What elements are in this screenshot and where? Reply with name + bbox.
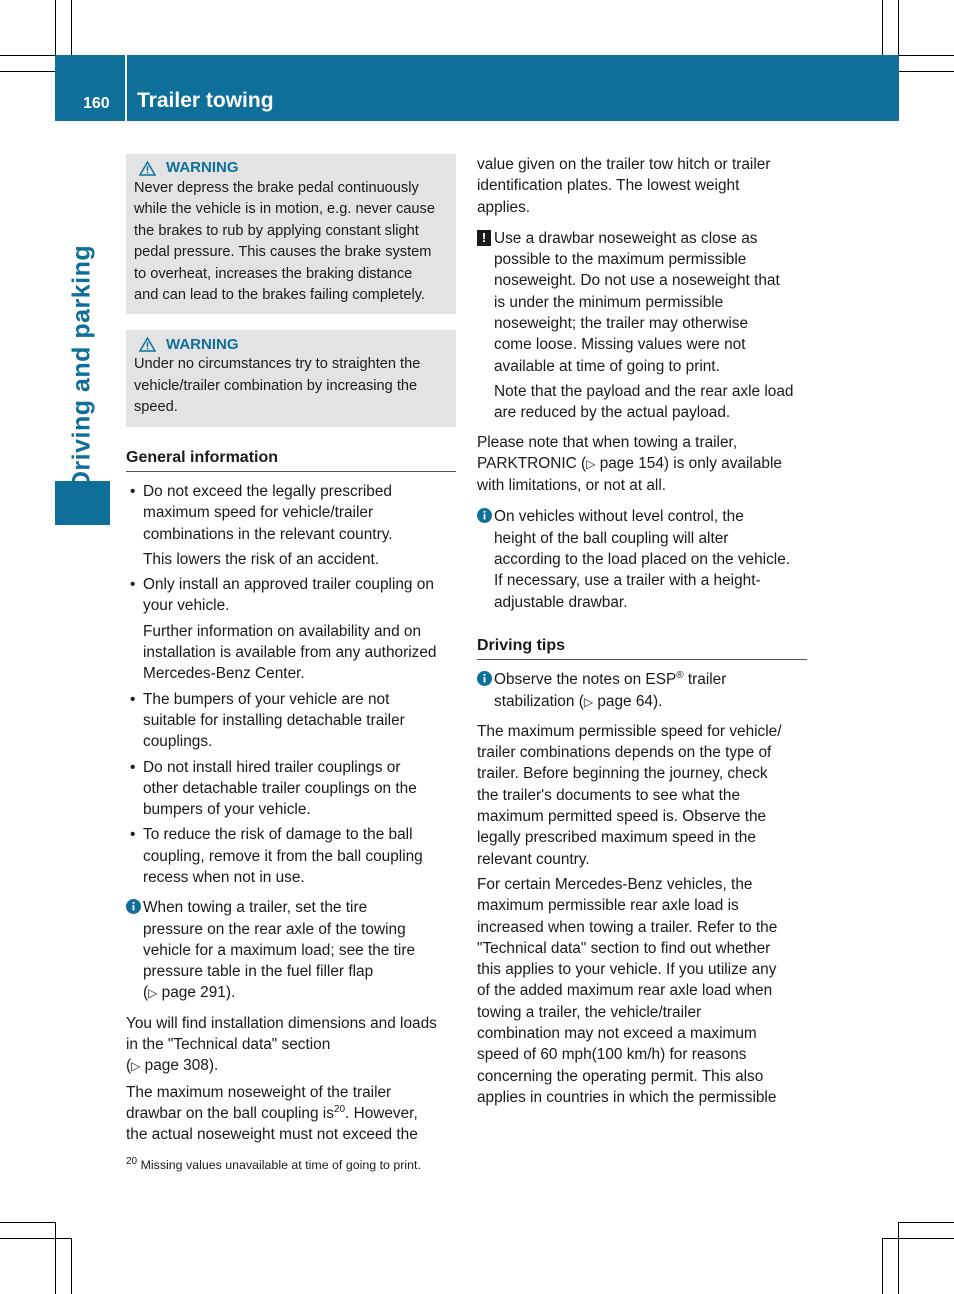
text-line: legally prescribed maximum speed in the [477,829,756,847]
page-header [55,55,899,121]
text-line: Do not install hired trailer couplings or [143,758,401,776]
text-line: identification plates. The lowest weight [477,177,740,195]
text-line: trailer combinations depends on the type of [477,744,772,762]
footnote-number: 20 [126,1155,138,1167]
text-line: applies. [477,198,531,216]
arrow-icon: ▷ [148,986,158,1001]
text-line: towing a trailer, the vehicle/trailer [477,1003,702,1021]
text-line: On vehicles without level control, the [494,508,744,526]
text-line: couplings. [143,733,213,751]
page-number: 160 [83,95,110,112]
crop-mark [71,0,72,55]
arrow-icon: ▷ [586,456,596,471]
text-line: according to the load placed on the vehicle. [494,551,791,569]
text-line: For certain Mercedes-Benz vehicles, the [477,875,753,893]
text-line: The maximum noseweight of the trailer [126,1083,392,1101]
warning-text [134,354,448,418]
text-line [126,1103,456,1124]
text-line: pressure on the rear axle of the towing [143,920,406,938]
info-note [126,897,456,1004]
crop-mark [0,1238,71,1239]
bullet-item [126,757,456,821]
registered-mark: ® [676,670,684,682]
page-reference-text: page 308). [144,1057,219,1075]
text-line: pressure table in the fuel filler flap [143,963,374,981]
section-heading: Driving tips [477,635,807,660]
text-line: value given on the trailer tow hitch or trailer [477,156,771,173]
warning-heading [139,158,448,178]
text-line: is under the minimum permissible [494,293,724,311]
section-label: Driving and parking [67,244,96,490]
crop-mark [882,0,883,55]
crop-mark [899,55,954,56]
crop-mark [55,1222,56,1294]
caution-note [477,228,807,424]
text-line: speed of 60 mph(100 km/h) for reasons [477,1046,747,1064]
text-line: maximum permissible rear axle load is [477,897,739,915]
text-line: Use a drawbar noseweight as close as [494,229,758,247]
text-line: Further information on availability and on [143,622,422,640]
text-line: Under no circumstances try to straighten the [134,356,421,373]
text-line: Note that the payload and the rear axle load [494,382,794,400]
info-icon [477,508,492,523]
text-line: maximum permitted speed is. Observe the [477,808,767,826]
left-column [126,154,456,1150]
text-line: maximum speed for vehicle/trailer [143,504,374,522]
bullet-item [126,824,456,888]
bullet-dot: • [130,690,136,708]
crop-mark [899,1222,954,1223]
text-line: pedal pressure. This causes the brake system [134,244,432,261]
crop-mark [882,1238,954,1239]
text-line: Please note that when towing a trailer, [477,433,738,451]
paragraph [477,432,807,497]
bullet-item [126,689,456,753]
arrow-icon: ▷ [131,1059,141,1074]
text-line: your vehicle. [143,597,230,615]
bullet-dot: • [130,482,136,500]
paragraph [477,721,807,870]
text-span: trailer [683,671,727,689]
paragraph [126,1082,456,1146]
text-span: . However, [345,1104,418,1122]
text-line [494,669,807,690]
info-icon [477,671,492,686]
info-icon [126,899,141,914]
text-line: concerning the operating permit. This also [477,1067,764,1085]
text-line: the trailer's documents to see what the [477,786,741,804]
text-line: When towing a trailer, set the tire [143,899,368,917]
text-line [494,691,807,713]
text-line: relevant country. [477,850,590,868]
info-note [477,669,807,713]
text-line: "Technical data" section to find out whether [477,939,771,957]
note-extra [494,381,807,424]
text-span: Observe the notes on ESP [494,671,677,689]
text-line: The bumpers of your vehicle are not [143,690,390,708]
text-line: combinations in the relevant country. [143,525,393,543]
footnote-marker: 20 [333,1103,346,1115]
paragraph [477,154,807,218]
bullet-item [126,574,456,617]
bullet-extra [126,621,456,685]
text-line: Mercedes-Benz Center. [143,665,305,683]
text-line: recess when not in use. [143,869,305,886]
text-span: stabilization ( [494,692,584,710]
warning-heading [139,334,448,354]
text-line: combination may not exceed a maximum [477,1024,757,1042]
crop-mark [899,71,954,72]
page-reference[interactable]: page 154) is only available [599,454,782,472]
right-column [477,154,807,1112]
crop-mark [898,1222,899,1294]
section-heading: General information [126,447,456,472]
text-line: with limitations, or not at all. [477,477,667,495]
page-reference[interactable]: page 64). [597,692,663,710]
text-line [477,453,807,475]
footnote-text: Missing values unavailable at time of going to print. [140,1158,421,1172]
crop-mark [882,1238,883,1294]
text-line: Only install an approved trailer coupling on [143,576,434,594]
header-divider [125,55,127,121]
text-line: while the vehicle is in motion, e.g. never cause [134,201,435,218]
text-line: this applies to your vehicle. If you utilize any [477,961,777,979]
text-line: vehicle for a maximum load; see the tire [143,941,416,959]
text-line: noseweight. Do not use a noseweight that [494,272,780,290]
text-line: bumpers of your vehicle. [143,801,311,819]
text-line: the actual noseweight must not exceed the [126,1126,418,1144]
warning-triangle-icon [139,337,156,352]
text-line: come loose. Missing values were not [494,336,746,354]
text-line: installation is available from any authorized [143,644,437,662]
text-line: trailer. Before beginning the journey, check [477,765,768,783]
text-line: noseweight; the trailer may otherwise [494,315,749,333]
text-line: to overheat, increases the braking distance [134,265,413,282]
warning-label: WARNING [166,159,239,177]
text-line: the brakes to rub by applying constant slight [134,222,419,239]
page-reference[interactable]: (▷ page 291). [143,984,236,1002]
bullet-dot: • [130,576,136,594]
warning-box [126,154,456,314]
text-line: are reduced by the actual payload. [494,404,731,422]
paragraph [126,1013,456,1078]
crop-mark [71,1238,72,1294]
warning-label: WARNING [166,335,239,353]
text-line: The maximum permissible speed for vehicle/ [477,722,782,740]
text-line: coupling, remove it from the ball coupling [143,847,423,865]
warning-text [134,178,448,306]
text-line: increased when towing a trailer. Refer to the [477,918,778,936]
text-line: adjustable drawbar. [494,593,628,611]
crop-mark [0,71,55,72]
paragraph [477,874,807,1108]
text-line: suitable for installing detachable trailer [143,711,405,729]
text-line: applies in countries in which the permissible [477,1088,777,1106]
text-line: of the added maximum rear axle load when [477,982,773,1000]
crop-mark [898,0,899,55]
text-line: height of the ball coupling will alter [494,529,729,547]
arrow-icon: ▷ [583,694,594,709]
bullet-item [126,481,456,545]
text-line: To reduce the risk of damage to the ball [143,826,413,844]
page-reference-text: page 291). [161,984,236,1002]
text-line: and can lead to the brakes failing completely. [134,287,425,304]
text-line: You will find installation dimensions and loads [126,1014,437,1032]
footnote [126,1155,421,1172]
exclamation-icon: ! [477,230,491,246]
text-line: Do not exceed the legally prescribed [143,482,392,500]
crop-mark [0,1222,55,1223]
crop-mark [55,0,56,55]
page-title: Trailer towing [137,89,274,112]
bullet-dot: • [130,758,136,776]
info-note [477,506,807,612]
text-line: Never depress the brake pedal continuously [134,180,419,196]
text-span: drawbar on the ball coupling is [126,1104,334,1122]
text-line: vehicle/trailer combination by increasing the [134,377,418,394]
warning-box [126,330,456,426]
warning-triangle-icon [139,161,156,176]
text-line: If necessary, use a trailer with a height- [494,572,761,590]
text-span: PARKTRONIC ( [477,454,587,472]
bullet-extra: This lowers the risk of an accident. [143,550,380,568]
crop-mark [0,55,55,56]
bullet-dot: • [130,826,136,844]
text-line: possible to the maximum permissible [494,251,747,269]
page-reference[interactable]: (▷ page 308). [126,1057,219,1075]
text-line: other detachable trailer couplings on the [143,779,417,797]
text-line: available at time of going to print. [494,357,720,375]
text-line: in the "Technical data" section [126,1036,331,1054]
text-line: speed. [134,399,178,416]
